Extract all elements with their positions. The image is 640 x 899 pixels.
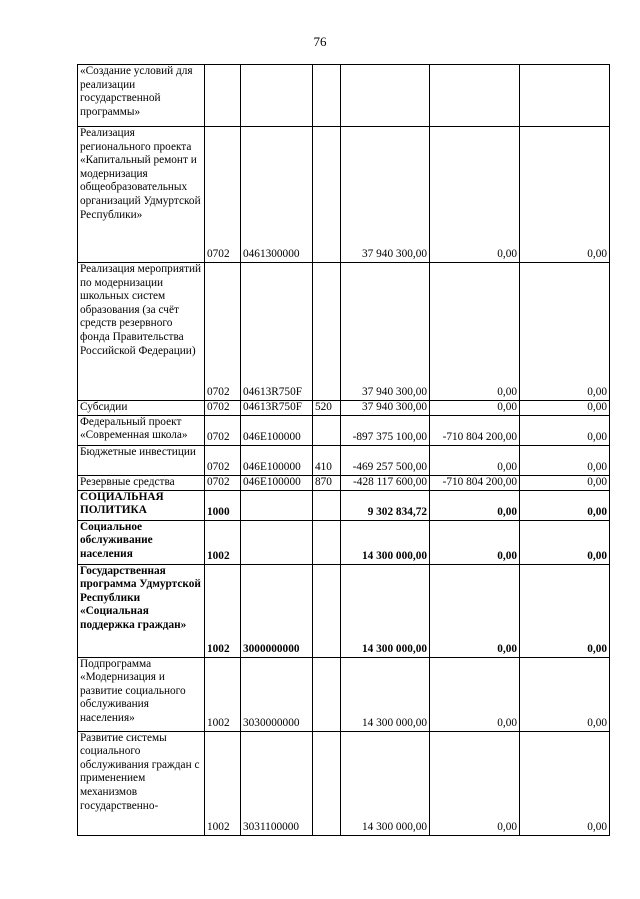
- table-row: [78, 415, 610, 445]
- section-code: 1002: [205, 564, 241, 657]
- section-code: 1002: [205, 731, 241, 835]
- row-name: Федеральный проект «Современная школа»: [78, 415, 205, 445]
- table-row: [78, 401, 610, 416]
- amount-year-2: -710 804 200,00: [430, 475, 520, 490]
- amount-year-2: 0,00: [430, 401, 520, 416]
- expense-type: [313, 127, 341, 263]
- table-row: [78, 263, 610, 401]
- page-number: 76: [313, 34, 327, 49]
- target-code: 046E100000: [241, 445, 313, 475]
- amount-year-3: 0,00: [520, 415, 610, 445]
- expense-type: [313, 415, 341, 445]
- target-code: 046E100000: [241, 415, 313, 445]
- amount-year-3: 0,00: [520, 401, 610, 416]
- amount-year-3: 0,00: [520, 445, 610, 475]
- expense-type: 410: [313, 445, 341, 475]
- amount-year-2: 0,00: [430, 127, 520, 263]
- expense-type: 520: [313, 401, 341, 416]
- section-code: 1002: [205, 520, 241, 564]
- expense-type: 870: [313, 475, 341, 490]
- amount-year-1: 14 300 000,00: [341, 564, 430, 657]
- amount-year-3: 0,00: [520, 657, 610, 731]
- table-row: [78, 731, 610, 835]
- amount-year-2: 0,00: [430, 564, 520, 657]
- amount-year-3: 0,00: [520, 475, 610, 490]
- amount-year-1: -897 375 100,00: [341, 415, 430, 445]
- amount-year-3: 0,00: [520, 731, 610, 835]
- table-row: [78, 445, 610, 475]
- amount-year-1: -428 117 600,00: [341, 475, 430, 490]
- amount-year-2: 0,00: [430, 731, 520, 835]
- amount-year-3: 0,00: [520, 263, 610, 401]
- section-code: 0702: [205, 445, 241, 475]
- expense-type: [313, 657, 341, 731]
- row-name: Бюджетные инвестиции: [78, 445, 205, 475]
- row-name: «Создание условий для реализации государственной программы»: [78, 65, 205, 127]
- section-code: 0702: [205, 263, 241, 401]
- section-code: 1002: [205, 657, 241, 731]
- expense-type: [313, 65, 341, 127]
- row-name: Подпрограмма «Модернизация и развитие социального обслуживания населения»: [78, 657, 205, 731]
- amount-year-1: 14 300 000,00: [341, 731, 430, 835]
- amount-year-1: -469 257 500,00: [341, 445, 430, 475]
- amount-year-1: 37 940 300,00: [341, 263, 430, 401]
- row-name: Резервные средства: [78, 475, 205, 490]
- table-row: [78, 65, 610, 127]
- expense-type: [313, 564, 341, 657]
- row-name: СОЦИАЛЬНАЯ ПОЛИТИКА: [78, 490, 205, 520]
- target-code: 046E100000: [241, 475, 313, 490]
- section-code: 0702: [205, 127, 241, 263]
- amount-year-2: 0,00: [430, 445, 520, 475]
- expense-type: [313, 263, 341, 401]
- target-code: [241, 490, 313, 520]
- row-name: Реализация мероприятий по модернизации школьных систем образования (за счёт средств резервного фонда Правительства Российской Федерации): [78, 263, 205, 401]
- amount-year-1: 37 940 300,00: [341, 401, 430, 416]
- amount-year-3: 0,00: [520, 520, 610, 564]
- row-name: Развитие системы социального обслуживания граждан с применением механизмов государственно-: [78, 731, 205, 835]
- amount-year-1: 14 300 000,00: [341, 657, 430, 731]
- amount-year-2: 0,00: [430, 657, 520, 731]
- amount-year-2: 0,00: [430, 263, 520, 401]
- section-code: [205, 65, 241, 127]
- section-code: 0702: [205, 415, 241, 445]
- table-row: [78, 490, 610, 520]
- amount-year-1: 14 300 000,00: [341, 520, 430, 564]
- target-code: 0461300000: [241, 127, 313, 263]
- target-code: 04613R750F: [241, 401, 313, 416]
- table-row: [78, 475, 610, 490]
- amount-year-3: [520, 65, 610, 127]
- target-code: 3031100000: [241, 731, 313, 835]
- amount-year-1: [341, 65, 430, 127]
- expense-type: [313, 520, 341, 564]
- expense-type: [313, 731, 341, 835]
- row-name: Субсидии: [78, 401, 205, 416]
- table-row: [78, 127, 610, 263]
- amount-year-2: -710 804 200,00: [430, 415, 520, 445]
- target-code: 3030000000: [241, 657, 313, 731]
- amount-year-3: 0,00: [520, 490, 610, 520]
- target-code: 04613R750F: [241, 263, 313, 401]
- budget-table: [77, 64, 610, 836]
- table-row: [78, 564, 610, 657]
- target-code: 3000000000: [241, 564, 313, 657]
- amount-year-1: 9 302 834,72: [341, 490, 430, 520]
- section-code: 1000: [205, 490, 241, 520]
- row-name: Государственная программа Удмуртской Республики «Социальная поддержка граждан»: [78, 564, 205, 657]
- amount-year-3: 0,00: [520, 127, 610, 263]
- target-code: [241, 520, 313, 564]
- table-row: [78, 657, 610, 731]
- expense-type: [313, 490, 341, 520]
- row-name: Реализация регионального проекта «Капитальный ремонт и модернизация общеобразовательных организаций Удмуртской Республики»: [78, 127, 205, 263]
- amount-year-2: 0,00: [430, 490, 520, 520]
- section-code: 0702: [205, 475, 241, 490]
- row-name: Социальное обслуживание населения: [78, 520, 205, 564]
- amount-year-1: 37 940 300,00: [341, 127, 430, 263]
- target-code: [241, 65, 313, 127]
- table-row: [78, 520, 610, 564]
- amount-year-2: [430, 65, 520, 127]
- section-code: 0702: [205, 401, 241, 416]
- amount-year-3: 0,00: [520, 564, 610, 657]
- amount-year-2: 0,00: [430, 520, 520, 564]
- budget-table-body: [78, 65, 610, 836]
